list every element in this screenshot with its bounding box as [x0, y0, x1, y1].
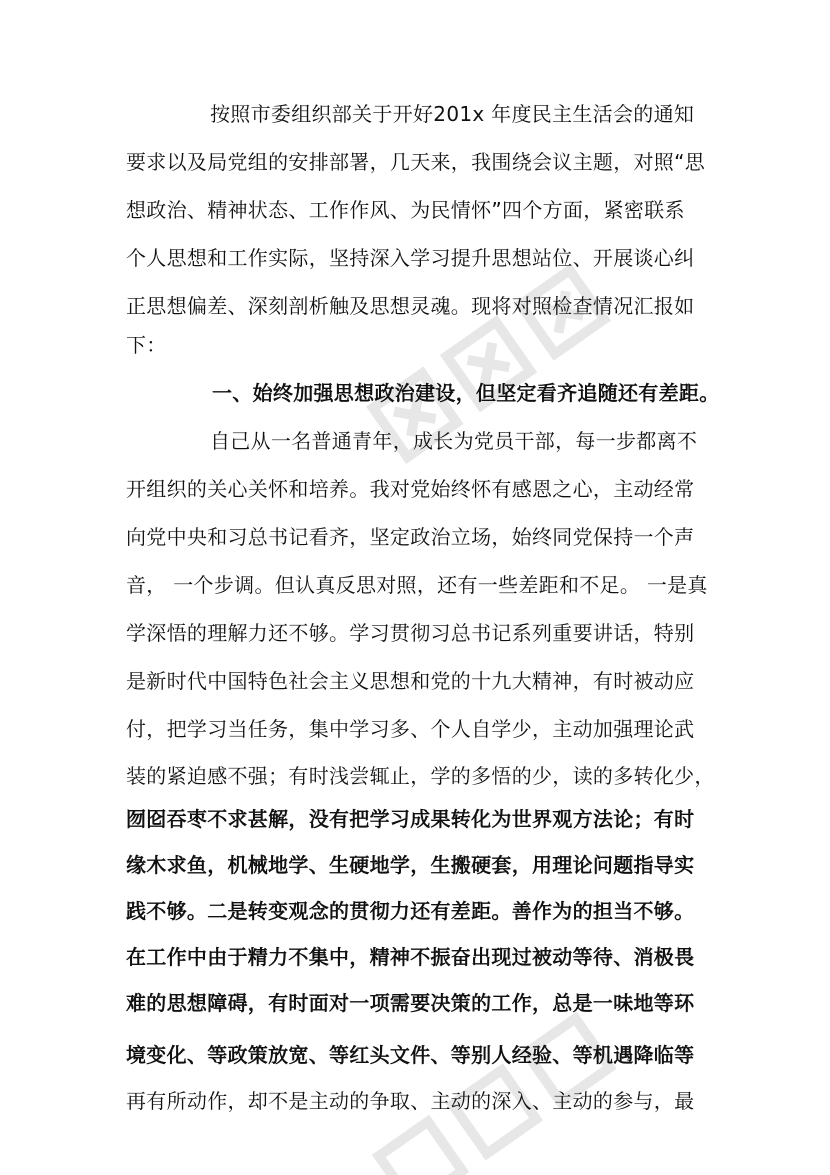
section-heading: 一、始终加强思想政治建设，但坚定看齐追随还有差距。	[212, 381, 720, 405]
text-line: 再有所动作，却不是主动的争取、主动的深入、主动的参与，最	[126, 1089, 695, 1113]
text-line: 个人思想和工作实际，坚持深入学习提升思想站位、开展谈心纠	[126, 246, 695, 270]
text-line: 践不够。二是转变观念的贯彻力还有差距。善作为的担当不够。	[126, 899, 695, 923]
text-line: 正思想偏差、深刻剖析触及思想灵魂。现将对照检查情况汇报如	[126, 294, 695, 318]
text-line: 自己从一名普通青年，成长为党员干部，每一步都离不	[210, 429, 698, 453]
text-line: 境变化、等政策放宽、等红头文件、等别人经验、等机遇降临等	[126, 1043, 695, 1067]
text-line: 按照市委组织部关于开好201x 年度民主生活会的通知	[210, 102, 695, 126]
text-line: 装的紧迫感不强；有时浅尝辄止，学的多悟的少，读的多转化少，	[126, 764, 715, 788]
text-line: 难的思想障碍，有时面对一项需要决策的工作，总是一味地等环	[126, 991, 695, 1015]
text-line: 开组织的关心关怀和培养。我对党始终怀有感恩之心，主动经常	[126, 477, 695, 501]
text-line: 是新时代中国特色社会主义思想和党的十九大精神，有时被动应	[126, 669, 695, 693]
text-line: 想政治、精神状态、工作作风、为民情怀”四个方面，紧密联系	[126, 198, 685, 222]
text-line: 要求以及局党组的安排部署，几天来，我围绕会议主题，对照“思	[126, 150, 706, 174]
text-line: 向党中央和习总书记看齐，坚定政治立场，始终同党保持一个声	[126, 525, 695, 549]
text-line: 学深悟的理解力还不够。学习贯彻习总书记系列重要讲话，特别	[126, 621, 695, 645]
text-line: 在工作中由于精力不集中，精神不振奋出现过被动等待、消极畏	[126, 945, 695, 969]
text-line: 缘木求鱼，机械地学、生硬地学，生搬硬套，用理论问题指导实	[126, 853, 695, 877]
text-line: 下：	[126, 333, 167, 357]
text-line: 音， 一个步调。但认真反思对照，还有一些差距和不足。 一是真	[126, 573, 708, 597]
text-line: 囫囵吞枣不求甚解，没有把学习成果转化为世界观方法论；有时	[126, 807, 695, 831]
text-line: 付，把学习当任务，集中学习多、个人自学少，主动加强理论武	[126, 717, 695, 741]
